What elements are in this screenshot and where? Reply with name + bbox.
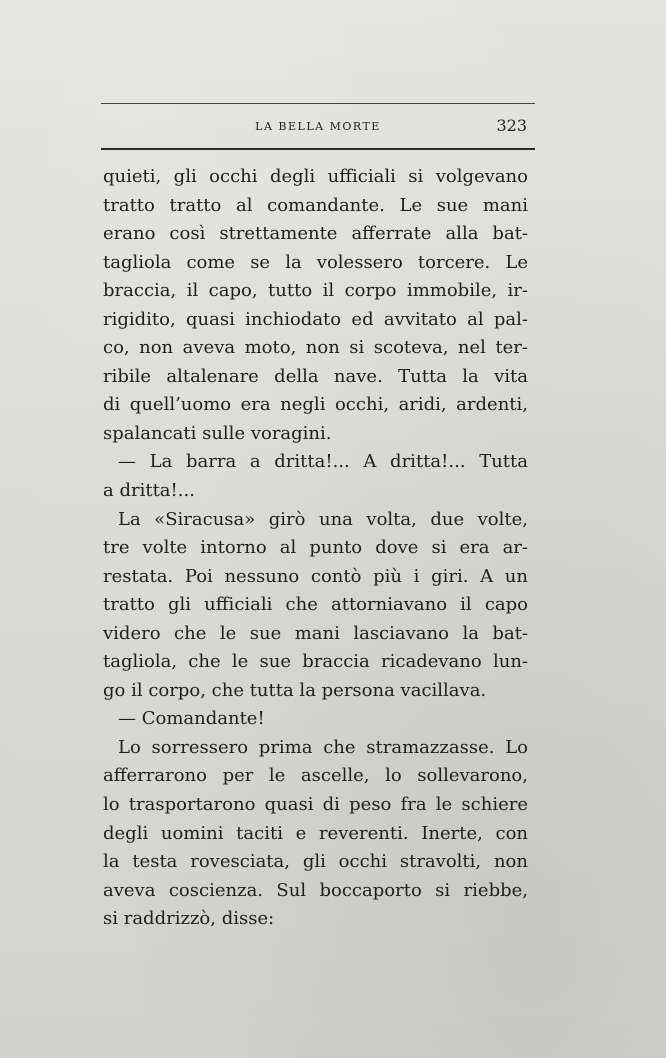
text-line: quieti, gli occhi degli ufficiali si volgevano <box>103 166 528 187</box>
page-header <box>101 112 535 140</box>
running-title: LA BELLA MORTE <box>255 120 381 133</box>
text-line: spalancati sulle voragini. <box>103 422 332 444</box>
text-line: di quell’uomo era negli occhi, aridi, ardenti, <box>103 394 528 416</box>
text-line: a dritta!... <box>103 480 195 502</box>
dialogue-line: — La barra a dritta!... A dritta!... Tutta <box>118 451 528 473</box>
paragraph-start-line: La «Siracusa» girò una volta, due volte, <box>118 508 528 530</box>
text-line: restata. Poi nessuno contò più i giri. A un <box>103 565 528 587</box>
text-line: lo trasportarono quasi di peso fra le schiere <box>103 794 528 816</box>
text-line: degli uomini taciti e reverenti. Inerte, con <box>103 822 528 844</box>
text-line: go il corpo, che tutta la persona vacillava. <box>103 679 487 701</box>
paragraph-start-line: Lo sorressero prima che stramazzasse. Lo <box>118 736 528 758</box>
text-line: videro che le sue mani lasciavano la bat- <box>103 622 528 644</box>
text-line: braccia, il capo, tutto il corpo immobile, ir- <box>103 280 528 302</box>
text-line: aveva coscienza. Sul boccaporto si riebbe, <box>103 879 528 901</box>
text-line: tagliola, che le sue braccia ricadevano lun- <box>103 651 528 673</box>
text-line: afferrarono per le ascelle, lo sollevarono, <box>103 765 528 787</box>
text-line: tratto gli ufficiali che attorniavano il capo <box>103 594 528 616</box>
header-rule-bottom <box>101 148 535 150</box>
text-line: tratto tratto al comandante. Le sue mani <box>103 194 528 216</box>
text-line: tagliola come se la volessero torcere. Le <box>103 251 528 273</box>
text-line: rigidito, quasi inchiodato ed avvitato al pal- <box>103 308 528 330</box>
text-line: la testa rovesciata, gli occhi stravolti, non <box>103 851 528 873</box>
header-rule-top <box>101 103 535 104</box>
page-number: 323 <box>496 116 527 135</box>
text-line: erano così strettamente afferrate alla bat- <box>103 223 528 245</box>
text-line: tre volte intorno al punto dove si era ar- <box>103 537 528 559</box>
dialogue-line: — Comandante! <box>118 708 265 730</box>
text-line: ribile altalenare della nave. Tutta la vita <box>103 365 528 387</box>
text-line: si raddrizzò, disse: <box>103 908 275 930</box>
body-text <box>103 163 528 934</box>
text-line: co, non aveva moto, non si scoteva, nel ter- <box>103 337 528 359</box>
